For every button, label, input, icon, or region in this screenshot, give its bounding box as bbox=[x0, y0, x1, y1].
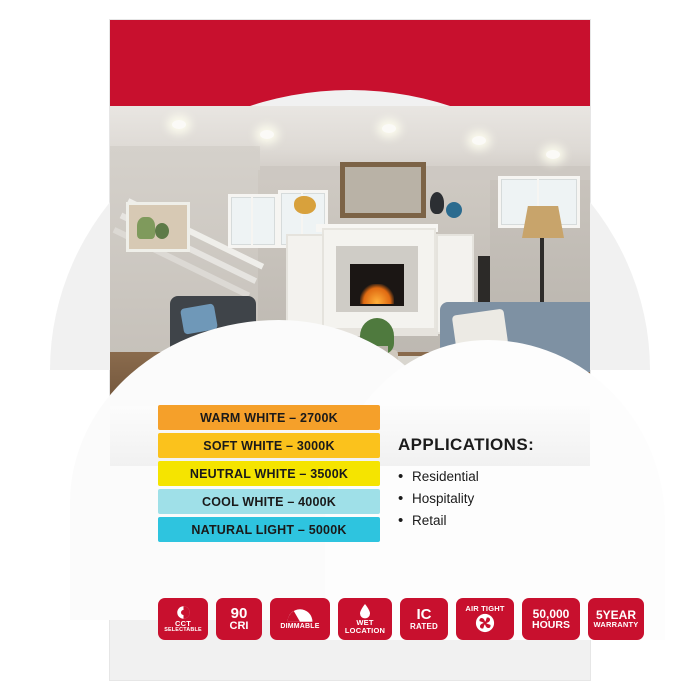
window bbox=[228, 194, 278, 248]
cct-option-label: NATURAL LIGHT – 5000K bbox=[191, 522, 347, 537]
cct-option-4000k[interactable] bbox=[158, 489, 380, 514]
water-drop-icon bbox=[359, 604, 371, 619]
air-tight-label: AIR TIGHT bbox=[465, 604, 505, 614]
air-tight-badge bbox=[456, 598, 514, 640]
warranty-badge bbox=[588, 598, 644, 640]
ic-rated-label: RATED bbox=[410, 621, 438, 631]
application-item: • Retail bbox=[398, 513, 578, 528]
fan-icon bbox=[474, 613, 496, 633]
cct-selectable-badge bbox=[158, 598, 208, 640]
interior-photo bbox=[110, 106, 590, 356]
applications-heading: APPLICATIONS: bbox=[398, 435, 535, 454]
ic-rated-badge bbox=[400, 598, 448, 640]
hours-value: 50,000 bbox=[532, 606, 570, 621]
cct-option-label: SOFT WHITE – 3000K bbox=[203, 438, 335, 453]
cri-label: CRI bbox=[229, 620, 249, 633]
cct-badge-line2: SELECTABLE bbox=[164, 626, 202, 633]
wall-art bbox=[126, 202, 190, 252]
recessed-light-icon bbox=[172, 120, 186, 129]
cct-options-list bbox=[158, 405, 380, 545]
ic-label: IC bbox=[416, 606, 432, 624]
cct-option-label: WARM WHITE – 2700K bbox=[200, 410, 338, 425]
warranty-term: 5YEAR bbox=[595, 608, 636, 623]
applications-list bbox=[398, 469, 578, 528]
cct-option-3500k[interactable] bbox=[158, 461, 380, 486]
cct-option-2700k[interactable] bbox=[158, 405, 380, 430]
hours-label: HOURS bbox=[532, 618, 570, 631]
dimmable-badge bbox=[270, 598, 330, 640]
lifetime-hours-badge bbox=[522, 598, 580, 640]
wet-location-line2: LOCATION bbox=[344, 625, 386, 635]
recessed-light-icon bbox=[546, 150, 560, 159]
recessed-light-icon bbox=[260, 130, 274, 139]
wet-location-badge bbox=[338, 598, 392, 640]
table-lamp-shade bbox=[522, 206, 564, 238]
decor-sphere bbox=[446, 202, 462, 218]
built-in-cabinet bbox=[286, 234, 324, 334]
cri-value: 90 bbox=[230, 604, 248, 622]
framed-mirror bbox=[340, 162, 426, 218]
cct-option-3000k[interactable] bbox=[158, 433, 380, 458]
dimmable-label: DIMMABLE bbox=[280, 622, 320, 630]
warranty-label: WARRANTY bbox=[593, 620, 639, 630]
decor-vase bbox=[430, 192, 444, 214]
feature-badge-strip bbox=[158, 596, 639, 642]
cct-option-label: NEUTRAL WHITE – 3500K bbox=[189, 466, 349, 481]
wet-location-line1: WET bbox=[356, 617, 374, 627]
decor-bird bbox=[294, 196, 316, 214]
recessed-light-icon bbox=[472, 136, 486, 145]
art-foliage bbox=[155, 223, 169, 239]
cct-option-5000k[interactable] bbox=[158, 517, 380, 542]
art-foliage bbox=[137, 217, 155, 239]
product-sheet bbox=[110, 20, 639, 680]
recessed-light-icon bbox=[382, 124, 396, 133]
dimmer-arc-icon bbox=[286, 608, 314, 623]
flame bbox=[360, 284, 394, 304]
cct-option-label: COOL WHITE – 4000K bbox=[202, 494, 336, 509]
cct-swatch-icon bbox=[176, 605, 191, 620]
cri-badge bbox=[216, 598, 262, 640]
application-item: • Residential bbox=[398, 469, 578, 484]
applications-section bbox=[398, 435, 578, 535]
application-item: • Hospitality bbox=[398, 491, 578, 506]
cct-badge-line1: CCT bbox=[174, 618, 191, 628]
